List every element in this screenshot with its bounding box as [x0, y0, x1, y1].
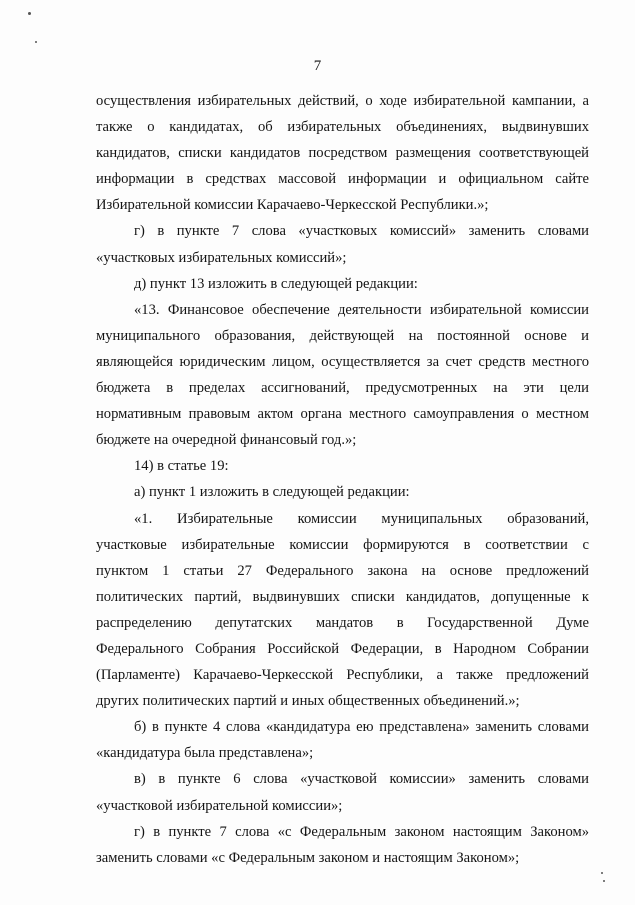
scan-speck [601, 872, 603, 874]
paragraph-p5 [96, 453, 589, 479]
paragraph-p7 [96, 506, 589, 715]
text-line: нормативным правовым актом органа местного самоуправления о местном [96, 406, 589, 423]
paragraph-p6 [96, 479, 589, 505]
text-line: распределению депутатских мандатов в Государственной Думе [96, 614, 589, 631]
text-line: Избирательной комиссии Карачаево-Черкесской Республики.»; [96, 197, 489, 214]
text-line: пунктом 1 статьи 27 Федерального закона на основе предложений [96, 562, 589, 579]
text-line: (Парламенте) Карачаево-Черкесской Республики, а также предложений [96, 667, 589, 684]
text-line: д) пункт 13 изложить в следующей редакции: [134, 275, 418, 292]
paragraph-p3 [96, 271, 589, 297]
paragraph-p2 [96, 218, 589, 270]
text-line: информации в средствах массовой информации и официальном сайте [96, 171, 589, 188]
text-line: заменить словами «с Федеральным законом и настоящим Законом»; [96, 849, 520, 866]
text-line: «13. Финансовое обеспечение деятельности избирательной комиссии [134, 301, 589, 318]
text-line: Федерального Собрания Российской Федерации, в Народном Собрании [96, 640, 589, 657]
text-line: «кандидатура была представлена»; [96, 745, 314, 762]
text-line: «участковой избирательной комиссии»; [96, 797, 343, 814]
text-line: г) в пункте 7 слова «участковых комиссий» заменить словами [134, 223, 589, 240]
text-line: г) в пункте 7 слова «с Федеральным законом настоящим Законом» [134, 823, 589, 840]
text-line: 14) в статье 19: [134, 458, 229, 475]
text-line: «участковых избирательных комиссий»; [96, 249, 347, 266]
text-line: «1. Избирательные комиссии муниципальных образований, [134, 510, 589, 527]
text-line: муниципального образования, действующей на постоянной основе и [96, 327, 589, 344]
paragraph-p9 [96, 766, 589, 818]
text-line: политических партий, выдвинувших списки кандидатов, допущенные к [96, 588, 589, 605]
document-body [96, 88, 589, 871]
paragraph-p1 [96, 88, 589, 218]
text-line: являющейся юридическим лицом, осуществляется за счет средств местного [96, 353, 589, 370]
text-line: б) в пункте 4 слова «кандидатура ею представлена» заменить словами [134, 719, 589, 736]
text-line: бюджете на очередной финансовый год.»; [96, 432, 357, 449]
text-line: участковые избирательные комиссии формируются в соответствии с [96, 536, 589, 553]
paragraph-p4 [96, 297, 589, 454]
text-line: а) пункт 1 изложить в следующей редакции: [134, 484, 410, 501]
scan-speck [28, 12, 31, 15]
text-line: осуществления избирательных действий, о ходе избирательной кампании, а [96, 93, 589, 109]
text-line: кандидатов, списки кандидатов посредством размещения соответствующей [96, 145, 589, 162]
paragraph-p8 [96, 714, 589, 766]
text-line: в) в пункте 6 слова «участковой комиссии» заменить словами [134, 771, 589, 788]
page-number: 7 [313, 58, 322, 74]
text-line: других политических партий и иных общественных объединений.»; [96, 693, 520, 710]
scan-speck [603, 880, 605, 882]
text-line: также о кандидатах, об избирательных объединениях, выдвинувших [96, 119, 589, 136]
paragraph-p10 [96, 819, 589, 871]
text-line: бюджета в пределах ассигнований, предусмотренных на эти цели [96, 380, 589, 397]
scan-speck [35, 41, 37, 43]
